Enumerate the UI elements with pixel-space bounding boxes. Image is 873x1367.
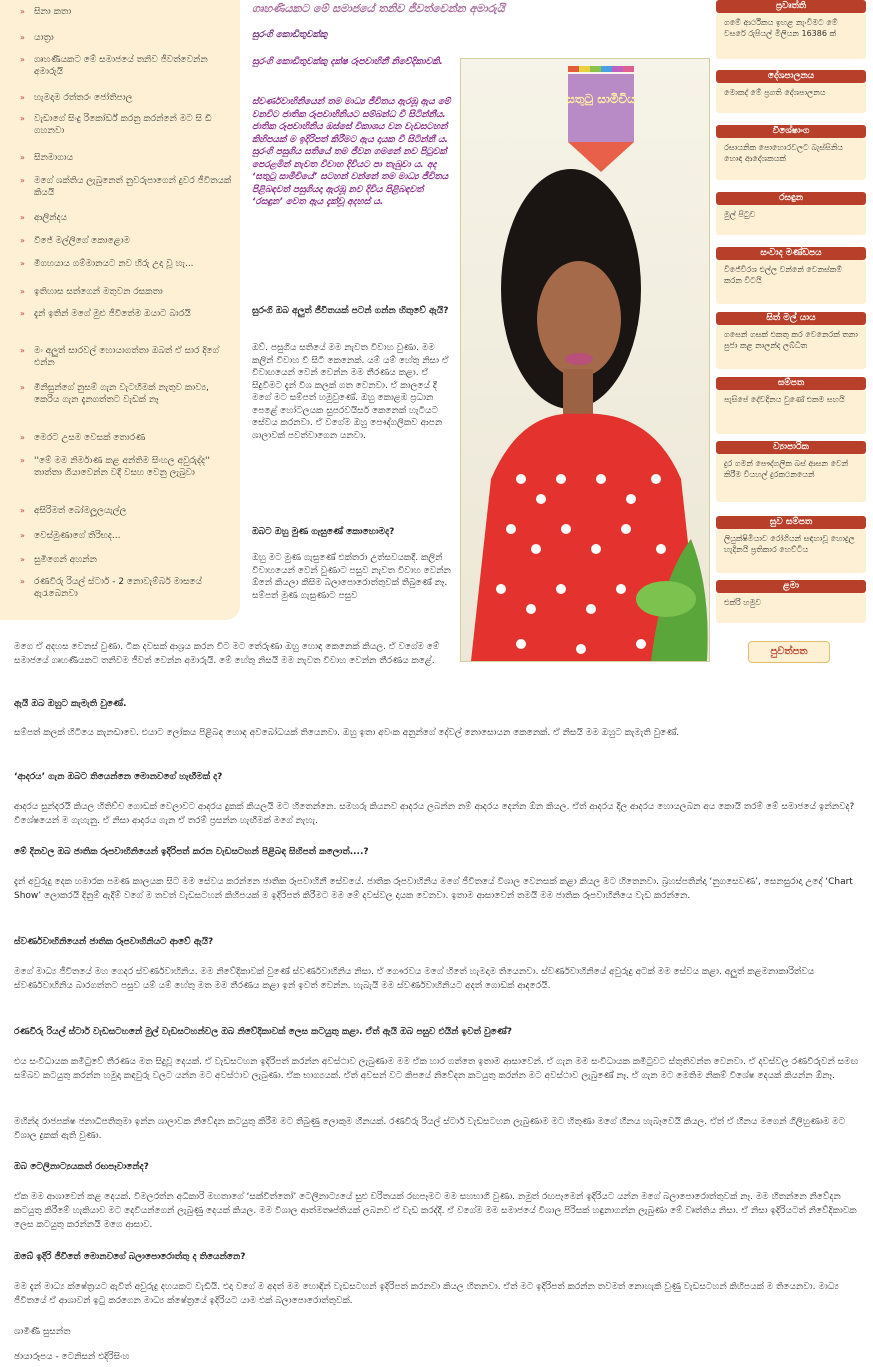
question-7: රණවිරු රියල් ස්ටාර් වැඩසටහනේ මුල් වැඩසටහන්වල ඔබ නිවේදිකාවක් ලෙස කටයුතු කළා. ඒත් ඇයි ඔබ පසුව එයින් ඉවත් වුණේ? [14,1027,512,1037]
left-nav-item-label: ගෘහණියකට මේ සමාජයේ තනිව ජීවත්වෙන්න අමාරුයි [34,55,208,77]
right-nav-item[interactable] [716,390,866,434]
right-nav-item-label: ගමේ ආර්ථිකය ඉහළ නැංවීමට මේ වසරේ රුපියල් මිලියන 16386 ක් [724,18,838,38]
right-nav-item[interactable] [716,529,866,573]
left-nav-item[interactable] [20,175,235,199]
right-nav-heading[interactable]: සම්පත [716,377,866,390]
right-nav-item-label: විජේවීරශ එල්ල වන්නේ වෙනස්කම් කරන විටයි [724,265,843,285]
left-nav-item-label: ඉතිහාස සත්ගෙන් මතුවන රසකතා [34,287,163,297]
bullet-icon: » [20,55,25,64]
article-photo [460,58,710,662]
bullet-icon: » [20,433,25,442]
left-nav-item[interactable] [20,530,235,542]
left-nav-item[interactable] [20,152,235,164]
question-8: ඔබ ටෙලිනාට්‍යයකත් රඟපෑවානේද? [14,1162,149,1172]
left-nav-item-label: ''මේ මම නිර්මාණ කළ අන්තිම සිංහල අවුරුද්ද'' තාත්තා ගියාවෙන්න වදී වසහ වෙනු ලැබුවා [34,456,210,478]
left-nav-item[interactable] [20,6,235,18]
left-nav-item-label: මගේ ශක්තිය ලැබුනෙත් නුවරුපාගෙන් දුවර ජීවිතයක් කියයි [34,176,232,198]
bullet-icon: » [20,577,25,586]
answer-2: ඔහු මට මුණ ගැසුණේ එක්තරා උත්සවයකදී. කලින් විවාහයෙන් වෙන් වුණාට පසුව නැවත විවාහ වෙන්න ඕනේ කියලා කිසිම බලාපොරොත්තුවක් තිබුණේ නෑ. සම්පත් මුණ ගැසුණාට පසුව [252,553,451,601]
left-nav-item[interactable] [20,286,235,298]
byline: ශාමිණී සුසන්ත [14,1327,71,1337]
article-intro-body: ස්වර්ණවාහිනියෙන් තම මාධ්‍ය ජීවිතය ඇරඹූ ඇය මේ වනවිට ජාතික රූපවාහිනියට සම්බන්ධ වී සිටින්නීය. ජාතික රූපවාහිනිය ඔස්සේ විකාශය වන වැඩසටහන් කිහිපයක් ම ඉදිරිපත් කිරීමට ඇය දායක වී සිටින්නී ය. සුරංගි පසුගිය සතියේ තම ජීවන ගමනේ නව පිටුවක් පෙරළමින් නැවත විවාහ දිවියට පා තැබුවා ය. අද ‘සතුටු සාමීචියේ’ සටහන් වන්නේ තම මාධ්‍ය ජීවිතය පිළිබඳවත් පසුගියදා ඇරඹූ නව දිවිය පිළිබඳවත් ‘රසඳුන’ වෙත ඇය දැක්වූ අදහස් ය. [252,97,451,207]
right-nav-item-label: පැසිපේ දේවදිනය වුණේ එකම සහයි [724,395,845,404]
answer-4: ආදරය සුන්දරයි කියල හිතිච්ච ගොඩක් වෙලාවට ආදරය දුකක් කියලයි මට හිතෙන්නෙ. සමහරු කියනව ආදරය ලබන්න නම් ආදරය දෙන්න ඕන කියල. ඒත් ආදරය දීල ආදරය හොයලබන අය කොයි තරම් මේ සමාජයේ ඉන්නවද? විශේෂයෙන් ම ගැහැනු. ඒ නිසා ආදරය ගැන ඒ තරම් ප්‍රසන්න හැඟීමක් මගේ නැහැ. [14,802,855,826]
right-nav-heading[interactable]: රසඳුන [716,192,866,205]
bullet-icon: » [20,309,25,318]
left-nav-item[interactable] [20,382,235,406]
left-nav-item[interactable] [20,32,235,44]
question-4: ‘ආදරය’ ගැන ඔබට තියෙන්නෙ මොනවගේ හැඟීමක් ද? [14,772,223,782]
left-nav-item[interactable] [20,308,235,320]
bullet-icon: » [20,456,25,465]
right-nav-heading[interactable]: සිත් මල් යාය [716,312,866,325]
right-nav-item-label: මුල් පිටුව [724,210,756,219]
right-nav-heading[interactable]: සුව සම්පත [716,516,866,529]
right-nav-item-label: ගසෙන් ගසක් එකතු කර වෙනෙරක් තනා පුජා කළ නාලන්ද ලබ්ධිත [724,330,858,350]
left-nav-item-label: මිනිසුන්ගේ නුසම් ගැන වැටහීමක් නැතුව කාව්‍ය, කෙරිය ගැන දැනගත්තට වැඩක් නෑ [34,383,209,405]
left-nav-item-label: සුමිගෙන් අහන්න [34,555,97,565]
bullet-icon: » [20,93,25,102]
bullet-icon: » [20,33,25,42]
left-nav-item-label: සිනමාගාය [34,153,74,163]
bullet-icon: » [20,287,25,296]
question-3: ඇයි ඔබ ඔහුට කැමැති වුණේ. [14,699,127,709]
answer-8: ඒක මම ආශාවෙන් කළ දෙයක්. විමලරත්න අධිකාරි මහතාගේ ‘සක්විත්තෝ’ ටෙලිනාට්‍යයේ සුළු චරිතයක් රඟපෑමට මම සහභාගි වුණා. නමුත් රඟපෑමෙන් ඉදිරියට යන්න මගේ බලාපොරොත්තුවක් නෑ. මම හිතන්නෙ නිවේදන කටයුතු කිරීමේ හැකියාව මට දෙවියන්ගෙන් ලැබුණු දෙයක් කියල. මම විශාල ආත්මතෘප්තියක් ලබනව ඒ වැඩ කරද්දී. ඒ වගේම මම සමාජයේ විශාල පිරිසක් හඳුනාගන්න ලැබුණා මේ වෘත්තිය නිසා. ඒ නිසා ඉදිරියටත් නිවේදිකාවක ලෙස කටයුතු කරන්නයි මගෙ ආසාව. [14,1192,857,1230]
left-nav-item-label: රණවිරු රියල් ස්ටාර් - 2 නොවැම්බර් මාසයේ ඇරැබෙනවා [34,577,203,599]
newspaper-badge[interactable]: පුවත්පත [748,641,830,663]
right-nav-heading[interactable]: ව්‍යාපාරික [716,441,866,454]
portrait-illustration [461,59,709,661]
right-nav-item-label: දුර ගමන් පෞද්ගලික බස් ආසන වෙන් කිරීම වියහල් දුරකථනයෙන් [724,459,849,479]
question-6: ස්වර්ණවාහිනියෙන් ජාතික රූපවාහිනියට ආවේ ඇයි? [14,937,214,947]
right-nav-item[interactable] [716,593,866,623]
question-1: සුරංගි ඔබ අලුත් ජීවිතයක් පටන් ගන්න හිතුවේ ඇයි? [252,306,449,316]
left-nav-item[interactable] [20,576,235,600]
left-nav-item-label: අසිරිමත් බෝමලූලයැල්ල [34,506,127,516]
bullet-icon: » [20,7,25,16]
left-nav-item[interactable] [20,54,235,78]
bullet-icon: » [20,531,25,540]
right-nav-item[interactable] [716,260,866,304]
right-nav-item[interactable] [716,454,866,502]
right-nav-item[interactable] [716,13,866,59]
right-nav-item[interactable] [716,83,866,113]
left-nav-item[interactable] [20,258,235,270]
left-nav-item-label: මං අලුත් සාරවල් හොයාගත්තා ඔබත් ඒ සාර දිගේ එන්න [34,346,219,368]
left-nav-item-label: සිනා කතා [34,7,72,17]
right-nav-item[interactable] [716,138,866,180]
left-nav-item-label: හැමදාම රත්තරං ජෝතිපාල [34,93,133,103]
bullet-icon: » [20,176,25,185]
right-nav-heading[interactable]: ළමා [716,580,866,593]
answer-7-b: මහින්ද රාජපක්ෂ ජනාධිපතිතුමා ඉන්න ශාලාවක නිවේදන කටයුතු කිරීම මට තිබුණු ලොකුම හීනයක්. රණවිරු රියල් ස්ටාර් වැඩසටහන ලැබුණාම මට හිතුණා මගේ හීනය හැබෑවෙයි කියල. ඒත් ඒ හීනය මගෙන් ගිලිහුණාම මට විශාල දුකක් ඇති වුණා. [14,1117,846,1141]
right-nav-item-label: රසායනික පොහොරවලට බැස්සිනිය හොඳ ආදේශකයක් [724,143,844,163]
right-nav-item-label: එක්රි හමුව [724,598,762,607]
left-nav-item-label: යාත්‍රා [34,33,54,43]
left-nav-item-label: දැන් ඉතින් මගේ මුළු ජීවිතේම ඔයාට බාරයි [34,309,191,319]
left-nav-item[interactable] [20,554,235,566]
right-nav-heading[interactable]: සංවාද මණ්ඩපය [716,247,866,260]
right-nav-heading[interactable]: ප්‍රවෘත්ති [716,0,866,13]
section-logo-text: සතුටු සාමීචිය [566,92,636,106]
left-sidebar [0,0,240,620]
left-nav-item[interactable] [20,212,235,224]
left-nav-item-label: වැඩාගේ සිංදු රිකෝර්ඩ් කරනු කරන්නේ මට සි ඩි ගහනවා [34,114,212,136]
right-nav-item-label: ලියුක්ෂිමියාව රෝගියන් සඳහාවූ හොදුල හැදිනයි ප්‍රතිකාර හෙව්ටිය [724,534,855,554]
left-nav-item[interactable] [20,235,235,247]
question-9: ඔබේ ඉදිරි ජීවිතේ මොනවගේ බලාපොරොත්තු ද තියෙන්නෙ? [14,1252,246,1262]
left-nav-item-label: මෙරට උසම වෙසක් තොරණ [34,433,146,443]
bullet-icon: » [20,213,25,222]
answer-3: සම්පත් කලක් හිටියෙ කැනඩාවෙ. එයාට ලෝකය පිළිබඳ හොඳ අවබෝධයක් තියෙනවා. ඔහු ඉතා අවංක අනුන්ගේ දේවල් නොසොයන කෙනෙක්. ඒ නිසයි මම ඔහුට කැමැති වුණේ. [14,728,680,738]
bullet-icon: » [20,259,25,268]
left-nav-item[interactable] [20,432,235,444]
answer-6: මගේ මාධ්‍ය ජීවිතයේ මහ ගෙදර ස්වර්ණවාහිනිය. මම නිවේදිකාවක් වුණේ ස්වර්ණවාහිනිය නිසා. ඒ ගෞරවය මගේ හිතේ හැමදාම තියෙනවා. ස්වර්ණවාහිනියේ අවුරුදු අටක් මම සේවය කළා. අලුත් කළමනාකාරිත්වය ස්වර්ණවාහිනිය බාරගත්තට පසුව යම් යම් හේතු මත මම තීරණය කළා ඉන් ඉවත් වෙන්න. හැබැයි මම ස්වර්ණවාහිනියට අදත් ගොඩක් ආදරෙයි. [14,967,815,991]
left-nav-item[interactable] [20,345,235,369]
answer-1: ඔව්. පසුගිය සතියේ මම නැවත විවාහ වුණා. මම කලින් විවාහ වී සිටි කෙනෙක්. යම් යම් හේතු නිසා ඒ විවාහයෙන් වෙන් වෙන්න මම තීරණය කළා. ඒ සිදුවීමට දැන් විශ කලක් ගත වෙනවා. ඒ කාලයේ දී මගේ මට සම්පත් හමුවුණේ. ඔහු කොළඹ ප්‍රධාන පෙළේ හෝටලයක සුපරවයිසර් කෙනෙක් හැටියට සේවය කරනවා. ඒ වගේම ඔහු පෞද්ගලිකව ආපන ශාලාවක් පවත්වාගෙන යනවා. [252,343,449,441]
article-title: ගෘහණියකට මේ සමාජයේ තනිව ජීවත්වෙන්න අමාරුයි [252,2,505,15]
bullet-icon: » [20,555,25,564]
article-intro-lead: සුරංගි කොඩිතුවක්කු දක්ෂ රූපවාහිනී නිවේදිකාවකි. [252,57,443,67]
left-nav-item[interactable] [20,505,235,517]
photo-credit: ඡායාරූපය - ටෙනිසන් එදිරිසිංහ [14,1352,130,1362]
left-nav-item-label: මිගහයාය ගම්මානයට නව හිරු උදා වූ හැ... [34,259,194,269]
bullet-icon: » [20,236,25,245]
right-nav-item[interactable] [716,205,866,235]
left-nav-item-label: වෙස්මුණාගේ තිරිභද... [34,531,121,541]
bullet-icon: » [20,114,25,123]
left-nav-item-label: විජේ මල්ලිගේ කොළොම [34,236,131,246]
right-nav-heading[interactable]: දේශපාලනය [716,70,866,83]
right-nav-heading[interactable]: විශේෂාංග [716,125,866,138]
left-nav-item-label: ආලින්දය [34,213,67,223]
answer-5: දැන් අවුරුදු දෙක හමාරක පමණ කාලයක සිට මම සේවය කරන්නෙ ජාතික රූපවාහිනී සේවයේ. ජාතික රූපවාහිනිය මගේ ජීවිතයේ විශාල වෙනසක් කළා කියල මට හිතෙනවා. බ්‍රහස්පතින්දා ‘නුගසෙවණ’, සෙනසුරාදා උදේ ‘Chart Show’ ලොකරයි දිනුම් ඇදීම් වගේ ම තවත් වැඩසටහන් කිහිපයක් ම ඉදිරිපත් කිරීමට මම මේ දවස්වල දායක වෙනවා. ඉතාම ආසාවෙන් තමයි මම ජාතික රූපවාහිනියෙ වැඩ කරන්නෙ. [14,877,853,901]
left-nav-item[interactable] [20,113,235,137]
answer-7: එය සංවිධායක කමිටුවේ තීරණය මත සිදුවූ දෙයක්. ඒ වැඩසටහන ඉදිරිපත් කරන්න අවස්ථාව ලැබුණාම මම ඒක හාර ගත්තෙ ඉතාම ආසාවෙන්. ඒ ගැන මම සංවිධායක කමිටුවට ස්තුතිවන්ත වෙනවා. ඒ දවස්වල රණවිරුවන් සමඟ සම්බව කටයුතු කරන්න හමුදා කඳවුරු වලට යන්න මට අවස්ථාව ලැබුණා. ඒක භාග්‍යයක්. ඒත් අවසන් වට කිපයේ නිවේදන කටයුතු කරන්න මට අවස්ථාව ලැබුණේ නෑ. ඒ ගැන මට මෙතිම නිකම් විශේෂ දෙයක් කියන්න ඕනෑ. [14,1057,859,1081]
bullet-icon: » [20,346,25,355]
left-nav-item[interactable] [20,455,235,479]
answer-2-continued: මගෙ ඒ අදහස වෙනස් වුණා. ටික දවසක් ආශ්‍රය කරන විට මට තේරුණා ඔහු හොඳ කෙනෙක් කියල. ඒ වගේම මේ සමාජයේ ගෘහණියකට තනිවම ජීවත් වෙන්න අමාරුයි. මේ හේතු නිසයි මම නැවත විවාහ වෙන්න තීරණය කළේ. [14,642,440,666]
question-2: ඔබට ඔහු මුණ ගැසුණේ කොහොමද? [252,527,395,537]
left-nav-item[interactable] [20,92,235,104]
bullet-icon: » [20,153,25,162]
bullet-icon: » [20,383,25,392]
question-5: මේ දිනවල ඔබ ජාතික රූපවාහිනියෙන් ඉදිරිපත් කරන වැඩසටහන් පිළිබඳ සිහිපත් කලොත්....? [14,847,369,857]
article-author: සුරංගි කොඩිතුවක්කු [252,30,328,40]
right-nav-item[interactable] [716,325,866,369]
right-nav-item-label: මොකද් මේ ප්‍රගති දේශපාලනය [724,88,826,97]
bullet-icon: » [20,506,25,515]
answer-9: මම දැන් මාධ්‍ය ක්ෂේත්‍රයට ඇවිත් අවුරුදු දහයකට වැඩියි. එදා වගේ ම අදත් මම හොඳින් වැඩසටහන් ඉදිරිපත් කරනවා කියල හිතනවා. ඒත් මට ඉදිරිපත් කරන්න තවමත් නොහැකි වුණු වැඩසටහන් කිහිපයක් ම තියෙනවා. මාධ්‍ය ජීවිතයේ ඒ ආශාවන් ඉටු කරගෙන මාධ්‍ය ක්ෂේත්‍රයේ ඉදිරියට යාම එක් බලාපොරොත්තුවක්. [14,1282,839,1306]
